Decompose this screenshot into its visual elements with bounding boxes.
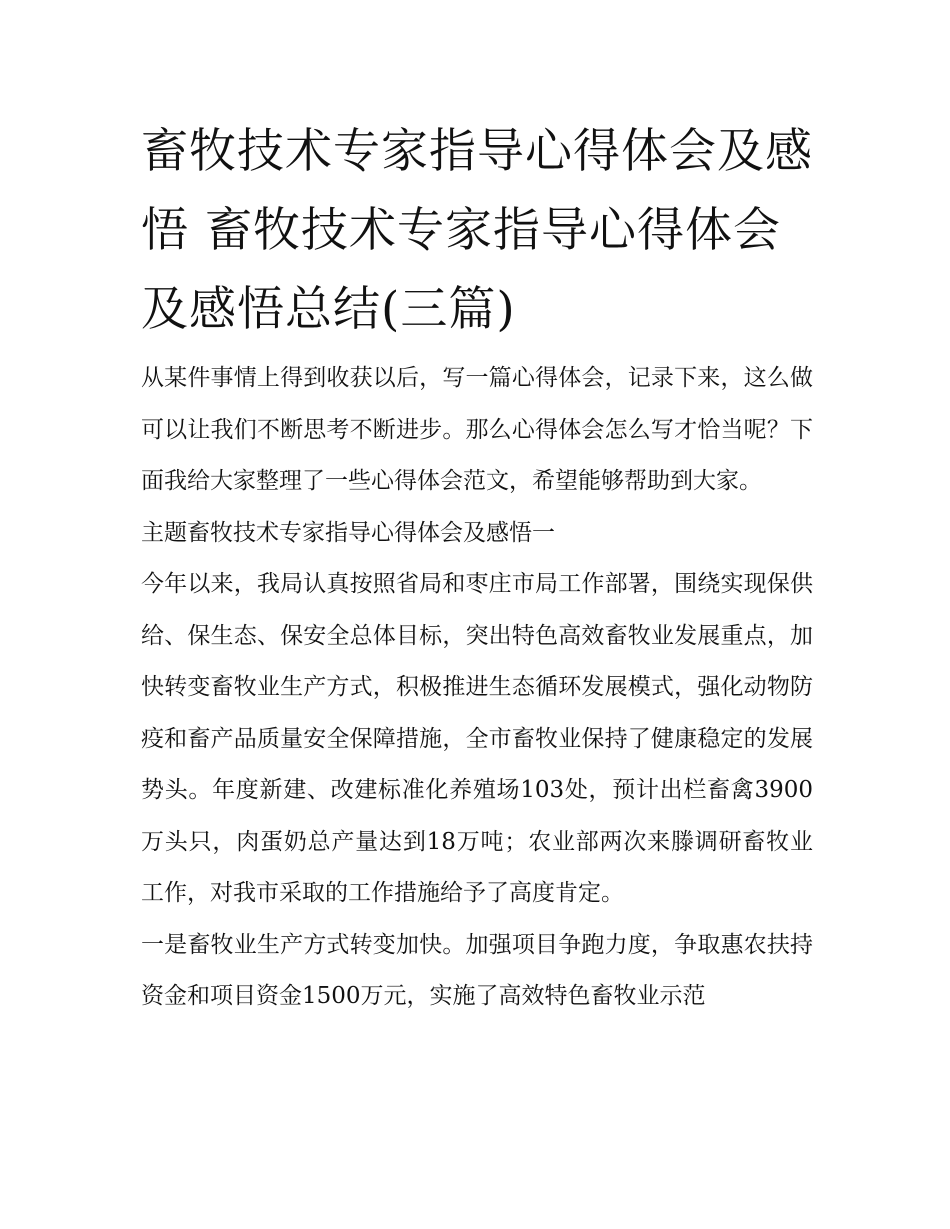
body-paragraph: 今年以来，我局认真按照省局和枣庄市局工作部署，围绕实现保供给、保生态、保安全总体目标，突出特色高效畜牧业发展重点，加快转变畜牧业生产方式，积极推进生态循环发展模式，强化动物防疫和畜产品质量安全保障措施，全市畜牧业保持了健康稳定的发展势头。年度新建、改建标准化养殖场103处，预计出栏畜禽3900万头只，肉蛋奶总产量达到18万吨；农业部两次来滕调研畜牧业工作，对我市采取的工作措施给予了高度肯定。 [141,571,813,906]
document-title: 畜牧技术专家指导心得体会及感悟 畜牧技术专家指导心得体会及感悟总结(三篇) [141,124,813,337]
body-paragraph: 一是畜牧业生产方式转变加快。加强项目争跑力度，争取惠农扶持资金和项目资金1500万元，实施了高效特色畜牧业示范 [141,931,813,1009]
section-heading: 主题畜牧技术专家指导心得体会及感悟一 [141,519,555,546]
intro-paragraph: 从某件事情上得到收获以后，写一篇心得体会，记录下来，这么做可以让我们不断思考不断进步。那么心得体会怎么写才恰当呢？下面我给大家整理了一些心得体会范文，希望能够帮助到大家。 [141,365,813,494]
document-page [141,112,813,1023]
